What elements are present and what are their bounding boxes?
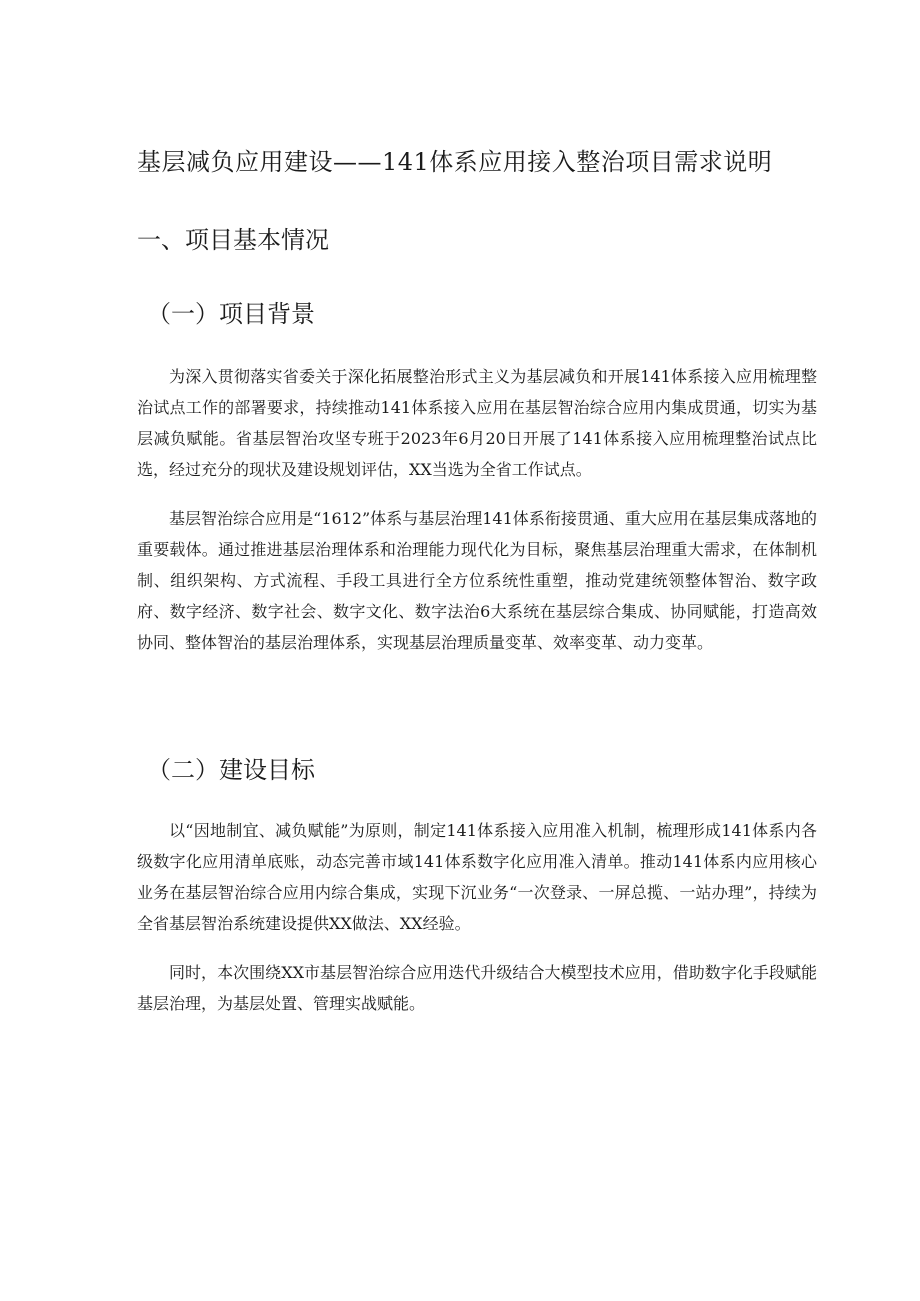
paragraph-background-1: 为深入贯彻落实省委关于深化拓展整治形式主义为基层减负和开展141体系接入应用梳理整治试点工作的部署要求，持续推动141体系接入应用在基层智治综合应用内集成贯通，切实为基层减负赋能。省基层智治攻坚专班于2023年6月20日开展了141体系接入应用梳理整治试点比选，经过充分的现状及建设规划评估，XX当选为全省工作试点。 [137, 367, 817, 479]
subsection-heading-goals: （二）建设目标 [147, 756, 315, 784]
paragraph-background-2: 基层智治综合应用是“1612”体系与基层治理141体系衔接贯通、重大应用在基层集成落地的重要载体。通过推进基层治理体系和治理能力现代化为目标，聚焦基层治理重大需求，在体制机制、组织架构、方式流程、手段工具进行全方位系统性重塑，推动党建统领整体智治、数字政府、数字经济、数字社会、数字文化、数字法治6大系统在基层综合集成、协同赋能，打造高效协同、整体智治的基层治理体系，实现基层治理质量变革、效率变革、动力变革。 [137, 509, 817, 652]
document-title: 基层减负应用建设——141体系应用接入整治项目需求说明 [137, 148, 773, 176]
section-heading-basic-info: 一、项目基本情况 [137, 226, 329, 254]
subsection-heading-background: （一）项目背景 [147, 300, 315, 328]
paragraph-goals-1: 以“因地制宜、减负赋能”为原则，制定141体系接入应用准入机制，梳理形成141体系内各级数字化应用清单底账，动态完善市域141体系数字化应用准入清单。推动141体系内应用核心业务在基层智治综合应用内综合集成，实现下沉业务“一次登录、一屏总揽、一站办理”，持续为全省基层智治系统建设提供XX做法、XX经验。 [137, 821, 817, 933]
paragraph-goals-2: 同时，本次围绕XX市基层智治综合应用迭代升级结合大模型技术应用，借助数字化手段赋能基层治理，为基层处置、管理实战赋能。 [137, 963, 817, 1013]
